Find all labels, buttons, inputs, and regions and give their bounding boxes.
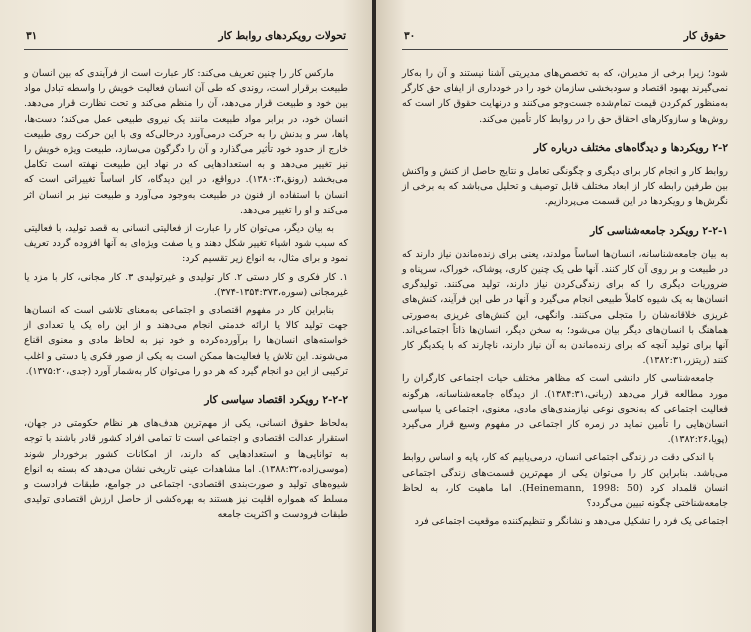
section-heading: ۲-۲-۲ رویکرد اقتصاد سیاسی کار <box>204 394 348 407</box>
right-paragraph: اجتماعی یک فرد را تشکیل می‌دهد و نشانگر و تنظیم‌کننده موقعیت اجتماعی فرد <box>414 516 728 528</box>
left-paragraph: ۱. کار فکری و کار دستی ۲. کار تولیدی و غیرتولیدی ۳. کار مجانی، کار با مزد یا غیرمجانی (سوره،۱۳۵۴:۳۷۳-۳۷۴). <box>24 271 348 298</box>
subsection-heading: ۲-۲-۱ رویکرد جامعه‌شناسی کار <box>590 224 728 237</box>
left-header-rule <box>24 49 348 50</box>
right-page <box>376 0 751 632</box>
right-header-rule <box>402 49 728 50</box>
right-paragraph: جامعه‌شناسی کار دانشی است که مظاهر مختلف حیات اجتماعی کارگران را مورد مطالعه قرار می‌دهد (ربانی،۱۳۸۴:۳۱). از دیدگاه جامعه‌شناسانه، هرگونه فعالیت اجتماعی که به‌نحوی نوعی نیازمندی‌های مادی، معنوی، اجتماعی یا سیاسی انسان‌هایی را تأمین نماید در زمره کار اجتماعی در مفهوم وسیع قرار می‌گیرد (پویا،۱۳۸۲:۲۶). <box>402 373 728 446</box>
right-running-title: حقوق کار <box>683 30 726 42</box>
left-paragraph: به بیان دیگر، می‌توان کار را عبارت از فعالیتی انسانی به قصد تولید، با فعالیتی که سبب شود اشیاء تغییر شکل دهند و یا صفت ویژه‌ای به آنها افزوده گردد تعریف نمود و برای مثال، به انواع زیر تقسیم کرد: <box>24 223 348 265</box>
right-paragraph: با اندکی دقت در زندگی اجتماعی انسان، درمی‌یابیم که کار، پایه و اساس روابط می‌باشد. بنابراین کار را می‌توان یکی از مهم‌ترین قسمت‌های زندگی اجتماعی انسان قلمداد کرد (Heinemann, 1998: 50). اما ماهیت کار، به لحاظ جامعه‌شناختی چگونه تبیین می‌گردد؟ <box>402 452 728 510</box>
right-paragraph: روابط کار و انجام کار برای دیگری و چگونگی تعامل و نتایج حاصل از کنش و واکنش بین طرفین رابطه کار از ابعاد مختلف قابل توصیف و تحلیل می‌باشد که به برخی از نگرش‌ها و رویکردها در این قسمت می‌پردازیم. <box>401 166 728 208</box>
right-page-number: ۳۰ <box>404 30 416 42</box>
right-paragraph: به بیان جامعه‌شناسانه، انسان‌ها اساساً مولدند، یعنی برای زنده‌ماندن نیاز دارند که در طبیعت و بر روی آن کار کنند. آنها طی یک چنین کاری، پوشاک، خوراک، سرپناه و ضروریات دیگری را که برای زندگی‌کردن نیاز دارند، تولید می‌کنند. تولیدگری انسان‌ها به یک شیوه کاملاً طبیعی انجام می‌گیرد و آنها در طی این فرآیند، کنش‌های غریزی خلاقانه‌شان را متجلی می‌کنند. وانگهی، این کنش‌های غریزی به‌صورتی هماهنگ با انسان‌های دیگر بیان می‌شود؛ به سخن دیگر، انسان‌ها ذاتاً اجتماعی‌اند. آنها برای تولید آنچه که برای زنده‌ماندن به آن نیاز دارند، ناچارند که با یکدیگر کار کنند (ریتزر،۱۳۸۲:۳۱). <box>402 248 728 367</box>
left-paragraph: به‌لحاظ حقوق انسانی، یکی از مهم‌ترین هدف‌های هر نظام حکومتی در جهان، استقرار عدالت اقتصادی و اجتماعی است تا تمامی افراد کشور قادر باشند با توجه به توانایی‌ها و استعدادهایی که دارند، از امکانات کشور برخوردار شوند (موسی‌زاده،۱۳۸۸:۳۲). اما مشاهدات عینی تاریخی نشان می‌دهد که بسته به انواع شیوه‌های تولید و صورت‌بندی اقتصادی- اجتماعی در جوامع، طبقات فرادست و مسلط که همواره اقلیت نیز هستند به بهره‌کشی از حاصل ارزش اقتصادی تولیدی طبقات فرودست و اکثریت جامعه <box>24 418 348 521</box>
right-paragraph: شود؛ زیرا برخی از مدیران، که به تخصص‌های مدیریتی آشنا نیستند و آن را به‌کار نمی‌گیرند بهبود اقتصاد و سودبخشی سازمان خود را در خودداری از ایفای حق کارگر به‌منظور کم‌کردن قیمت تمام‌شده جست‌وجو می‌کنند و درنهایت حقوق کار است که روش‌ها و سازوکارهای احقاق حق را در روابط کار تأمین می‌کند. <box>402 68 728 125</box>
section-heading: ۲-۲ رویکردها و دیدگاه‌های مختلف درباره کار <box>533 141 728 154</box>
right-page-body <box>402 66 728 532</box>
left-paragraph: بنابراین کار در مفهوم اقتصادی و اجتماعی به‌معنای تلاشی است که انسان‌ها جهت تولید کالا یا ارائه خدمتی انجام می‌دهند و از این راه یک یا تعدادی از خواسته‌های انسان‌ها را برآورده‌کرده و خود نیز به لحاظ مادی و معنوی اقناع می‌شوند. این تلاش یا فعالیت‌ها ممکن است به یکی از صور فکری یا دستی و اغلب ترکیبی از این دو انجام گیرد که هر دو را می‌توان کار به‌شمار آورد (جدی،۱۳۷۵:۲۰). <box>24 305 348 377</box>
left-page <box>0 0 372 632</box>
left-running-title: تحولات رویکردهای روابط کار <box>218 30 346 42</box>
left-paragraph: مارکس کار را چنین تعریف می‌کند: کار عبارت است از فرآیندی که بین انسان و طبیعت برقرار است، روندی که طی آن انسان فعالیت خویش را واسطه تبادل مواد بین خود و طبیعت قرار می‌دهد، آن را منظم می‌کند و تحت نظارت قرار می‌دهد. انسان خود، در برابر مواد طبیعت مانند یک نیروی طبیعی عمل می‌کند؛ دست‌ها، پاها، سر و بدنش را به حرکت درمی‌آورد درحالی‌که وی با این حرکت روی طبیعت خارج از حدود خود تأثیر می‌گذارد و آن را دگرگون می‌سازد، طبیعت ویژه خویش را نیز تغییر می‌دهد و به استعدادهایی که در نهاد این طبیعت نهفته است تکامل می‌بخشد (رونق،۱۳۸۰:۳). درواقع، در این دیدگاه، کار اساساً تغییراتی است که انسان با استفاده از فنون در طبیعت به‌وجود می‌آورد و طبیعت نیز بر انسان اثر می‌کند و او را تغییر می‌دهد. <box>24 68 349 216</box>
left-page-body <box>24 66 348 526</box>
left-page-number: ۳۱ <box>26 30 38 42</box>
